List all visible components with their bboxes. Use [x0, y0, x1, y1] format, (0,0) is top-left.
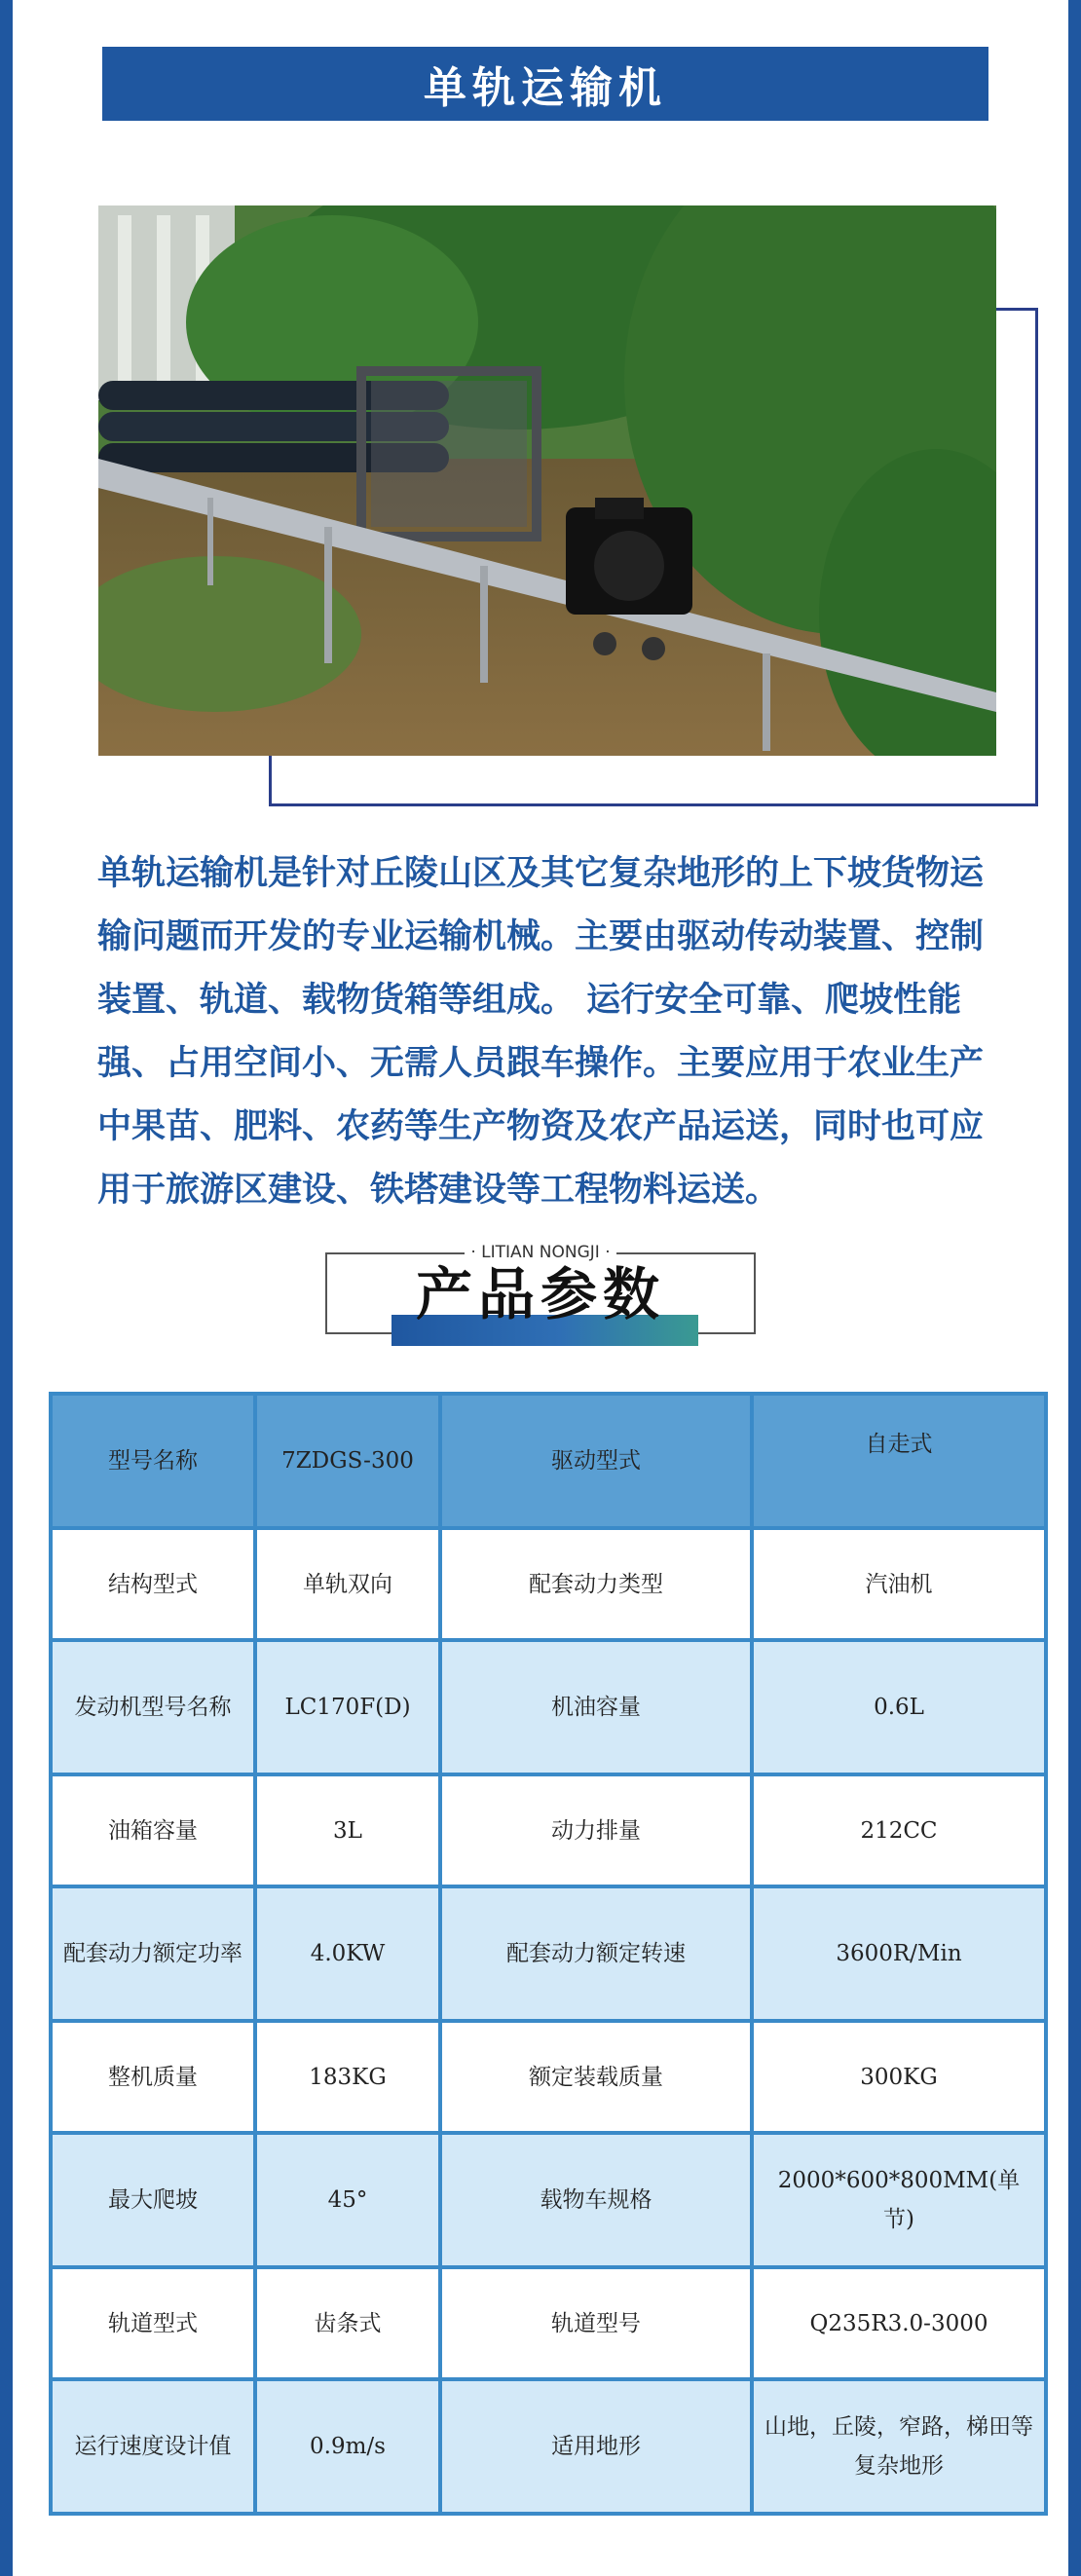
- table-cell: 3L: [255, 1774, 440, 1886]
- table-row: [51, 2267, 1046, 2379]
- table-cell: 7ZDGS-300: [255, 1394, 440, 1528]
- table-cell: 轨道型号: [440, 2267, 752, 2379]
- params-subtitle: · LITIAN NONGJI ·: [325, 1243, 756, 1262]
- table-cell: 0.6L: [752, 1640, 1046, 1774]
- right-border-bar: [1068, 0, 1081, 2576]
- table-cell: 自走式: [752, 1394, 1046, 1528]
- table-row: [51, 2379, 1046, 2514]
- params-title: 产品参数: [415, 1261, 665, 1327]
- spec-table: [49, 1392, 1048, 2516]
- product-description: 单轨运输机是针对丘陵山区及其它复杂地形的上下坡货物运输问题而开发的专业运输机械。主要由驱动传动装置、控制装置、轨道、载物货箱等组成。 运行安全可靠、爬坡性能强、占用空间小、无需人员跟车操作。主要应用于农业生产中果苗、肥料、农药等生产物资及农产品运送，同时也可应用于旅游区建设、铁塔建设等工程物料运送。: [97, 854, 985, 1210]
- table-cell: 300KG: [752, 2021, 1046, 2133]
- table-cell: 单轨双向: [255, 1528, 440, 1640]
- table-row: [51, 1528, 1046, 1640]
- table-cell: 4.0KW: [255, 1886, 440, 2021]
- table-row: [51, 1640, 1046, 1774]
- table-cell: Q235R3.0-3000: [752, 2267, 1046, 2379]
- table-cell: LC170F(D): [255, 1640, 440, 1774]
- table-cell: 山地，丘陵，窄路，梯田等复杂地形: [752, 2379, 1046, 2514]
- table-row: [51, 2021, 1046, 2133]
- table-cell: 油箱容量: [51, 1774, 255, 1886]
- table-cell: 运行速度设计值: [51, 2379, 255, 2514]
- table-cell: 动力排量: [440, 1774, 752, 1886]
- table-row: [51, 2133, 1046, 2267]
- table-cell: 45°: [255, 2133, 440, 2267]
- product-photo: [98, 205, 996, 756]
- table-cell: 轨道型式: [51, 2267, 255, 2379]
- table-cell: 配套动力额定转速: [440, 1886, 752, 2021]
- table-cell: 驱动型式: [440, 1394, 752, 1528]
- left-border-bar: [0, 0, 13, 2576]
- table-cell: 结构型式: [51, 1528, 255, 1640]
- table-cell: 载物车规格: [440, 2133, 752, 2267]
- table-row: [51, 1394, 1046, 1528]
- table-row: [51, 1886, 1046, 2021]
- table-cell: 最大爬坡: [51, 2133, 255, 2267]
- table-cell: 发动机型号名称: [51, 1640, 255, 1774]
- title-banner: 单轨运输机: [102, 47, 988, 121]
- table-cell: 配套动力额定功率: [51, 1886, 255, 2021]
- table-cell: 齿条式: [255, 2267, 440, 2379]
- table-cell: 整机质量: [51, 2021, 255, 2133]
- table-cell: 型号名称: [51, 1394, 255, 1528]
- table-cell: 212CC: [752, 1774, 1046, 1886]
- table-cell: 配套动力类型: [440, 1528, 752, 1640]
- table-cell: 0.9m/s: [255, 2379, 440, 2514]
- table-cell: 适用地形: [440, 2379, 752, 2514]
- table-cell: 3600R/Min: [752, 1886, 1046, 2021]
- table-row: [51, 1774, 1046, 1886]
- table-cell: 额定装载质量: [440, 2021, 752, 2133]
- table-cell: 汽油机: [752, 1528, 1046, 1640]
- table-cell: 183KG: [255, 2021, 440, 2133]
- table-cell: 2000*600*800MM(单节): [752, 2133, 1046, 2267]
- table-cell: 机油容量: [440, 1640, 752, 1774]
